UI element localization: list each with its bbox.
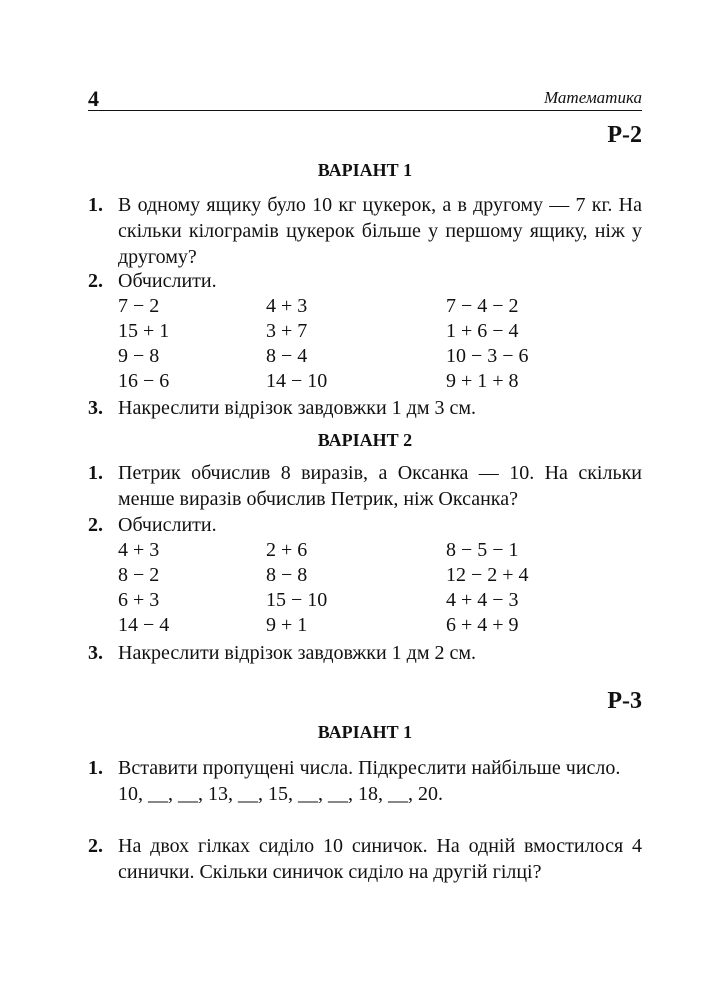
task-text: В одному ящику було 10 кг цукерок, а в другому — 7 кг. На скільки кілограмів цукерок більше у першому ящику, ніж у другому? xyxy=(118,194,642,268)
task-number: 2. xyxy=(88,835,103,857)
running-title: Математика xyxy=(544,88,642,107)
expression: 8 − 5 − 1 xyxy=(446,539,519,561)
expression: 2 + 6 xyxy=(266,539,308,561)
variant-title: ВАРІАНТ 1 xyxy=(317,722,413,742)
task-number: 1. xyxy=(88,757,103,779)
task-1 xyxy=(88,755,642,807)
task-text: На двох гілках сиділо 10 синичок. На одній вмостилося 4 синички. Скільки синичок сиділо на другій гілці? xyxy=(118,835,642,883)
expression-row xyxy=(118,538,642,563)
task-text: Петрик обчислив 8 виразів, а Оксанка — 10. На скільки менше виразів обчислив Петрик, ніж Оксанка? xyxy=(118,462,642,510)
expression-row xyxy=(118,369,642,394)
task-3 xyxy=(88,640,642,666)
expression: 6 + 4 + 9 xyxy=(446,614,519,636)
expression: 3 + 7 xyxy=(266,320,308,342)
section-label-r3: Р-3 xyxy=(607,688,642,714)
task-2 xyxy=(88,512,642,638)
expression-row xyxy=(118,344,642,369)
expression: 6 + 3 xyxy=(118,589,160,611)
expression-grid xyxy=(118,538,642,638)
expression: 9 + 1 + 8 xyxy=(446,370,519,392)
number-sequence: 10, __, __, 13, __, 15, __, __, 18, __, 20. xyxy=(118,783,443,805)
expression: 7 − 4 − 2 xyxy=(446,295,519,317)
expression: 4 + 3 xyxy=(266,295,308,317)
expression-row xyxy=(118,294,642,319)
expression: 1 + 6 − 4 xyxy=(446,320,519,342)
task-2 xyxy=(88,268,642,394)
expression: 14 − 4 xyxy=(118,614,170,636)
expression: 10 − 3 − 6 xyxy=(446,345,529,367)
expression-row xyxy=(118,563,642,588)
page-number: 4 xyxy=(88,86,99,111)
expression: 8 − 4 xyxy=(266,345,308,367)
task-1 xyxy=(88,192,642,270)
task-number: 3. xyxy=(88,642,103,664)
task-text: Обчислити. xyxy=(118,514,217,536)
expression: 15 − 10 xyxy=(266,589,328,611)
page-header xyxy=(88,86,642,111)
expression: 8 − 8 xyxy=(266,564,308,586)
expression-row xyxy=(118,319,642,344)
task-number: 1. xyxy=(88,194,103,216)
task-text: Обчислити. xyxy=(118,270,217,292)
expression: 9 + 1 xyxy=(266,614,308,636)
expression: 4 + 3 xyxy=(118,539,160,561)
expression: 4 + 4 − 3 xyxy=(446,589,519,611)
expression: 16 − 6 xyxy=(118,370,170,392)
expression: 8 − 2 xyxy=(118,564,160,586)
expression: 9 − 8 xyxy=(118,345,160,367)
expression-grid xyxy=(118,294,642,394)
section-label-r2: Р-2 xyxy=(607,122,642,148)
expression: 15 + 1 xyxy=(118,320,170,342)
expression-row xyxy=(118,613,642,638)
task-3 xyxy=(88,395,642,421)
task-1 xyxy=(88,460,642,512)
task-number: 2. xyxy=(88,270,103,292)
task-text: Накреслити відрізок завдовжки 1 дм 2 см. xyxy=(118,642,477,664)
expression: 12 − 2 + 4 xyxy=(446,564,529,586)
task-number: 3. xyxy=(88,397,103,419)
task-number: 1. xyxy=(88,462,103,484)
task-number: 2. xyxy=(88,514,103,536)
expression: 14 − 10 xyxy=(266,370,328,392)
task-2 xyxy=(88,833,642,885)
expression-row xyxy=(118,588,642,613)
task-text: Накреслити відрізок завдовжки 1 дм 3 см. xyxy=(118,397,477,419)
variant-title: ВАРІАНТ 1 xyxy=(317,160,413,180)
variant-title: ВАРІАНТ 2 xyxy=(317,430,413,450)
expression: 7 − 2 xyxy=(118,295,160,317)
task-text: Вставити пропущені числа. Підкреслити найбільше число. xyxy=(118,757,621,779)
